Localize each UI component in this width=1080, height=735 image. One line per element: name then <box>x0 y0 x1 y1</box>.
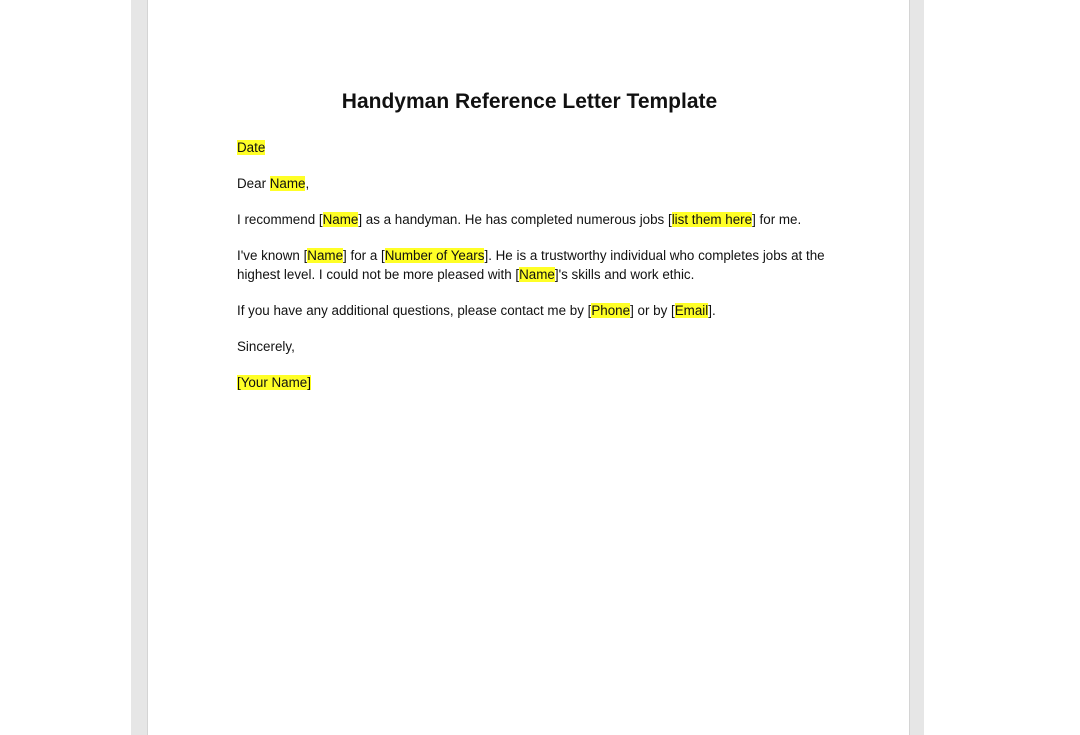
recommendation-name-placeholder[interactable]: Name <box>322 212 359 227</box>
skills-name-placeholder[interactable]: Name <box>519 266 555 282</box>
known-name-placeholder[interactable]: Name <box>307 248 344 263</box>
recommendation-text-3: ] for me. <box>752 212 802 227</box>
phone-placeholder[interactable]: Phone <box>591 302 631 318</box>
years-placeholder[interactable]: Number of Years <box>384 248 485 263</box>
document-page[interactable] <box>147 0 910 735</box>
known-text-1: I've known [ <box>237 248 308 263</box>
date-placeholder[interactable]: Date <box>237 140 266 155</box>
greeting-suffix: , <box>305 176 310 191</box>
email-placeholder[interactable]: Email <box>674 302 709 318</box>
contact-paragraph <box>237 302 837 321</box>
greeting-line <box>237 175 837 194</box>
date-line <box>237 139 837 158</box>
known-text-3: ]. He is a trustworthy individual who completes jobs at the highest level. I could not be more pleased with [ <box>237 248 825 282</box>
known-text-4: ]'s skills and work ethic. <box>554 266 695 282</box>
contact-text-1: If you have any additional questions, please contact me by [ <box>237 302 592 318</box>
known-paragraph <box>237 247 837 284</box>
greeting-name-placeholder[interactable]: Name <box>269 176 306 191</box>
contact-text-2: ] or by [ <box>630 302 675 318</box>
signature-line <box>237 374 837 393</box>
greeting-prefix: Dear <box>237 176 270 191</box>
jobs-placeholder[interactable]: list them here <box>671 212 753 227</box>
letter-body <box>237 88 837 410</box>
recommendation-paragraph <box>237 211 837 230</box>
known-text-2: ] for a [ <box>343 248 385 263</box>
recommendation-text-1: I recommend [ <box>237 212 323 227</box>
recommendation-text-2: ] as a handyman. He has completed numerous jobs [ <box>358 212 672 227</box>
signature-placeholder[interactable]: [Your Name] <box>237 374 311 390</box>
document-title: Handyman Reference Letter Template <box>341 90 718 113</box>
closing-line: Sincerely, <box>237 338 295 354</box>
contact-text-3: ]. <box>708 302 716 318</box>
